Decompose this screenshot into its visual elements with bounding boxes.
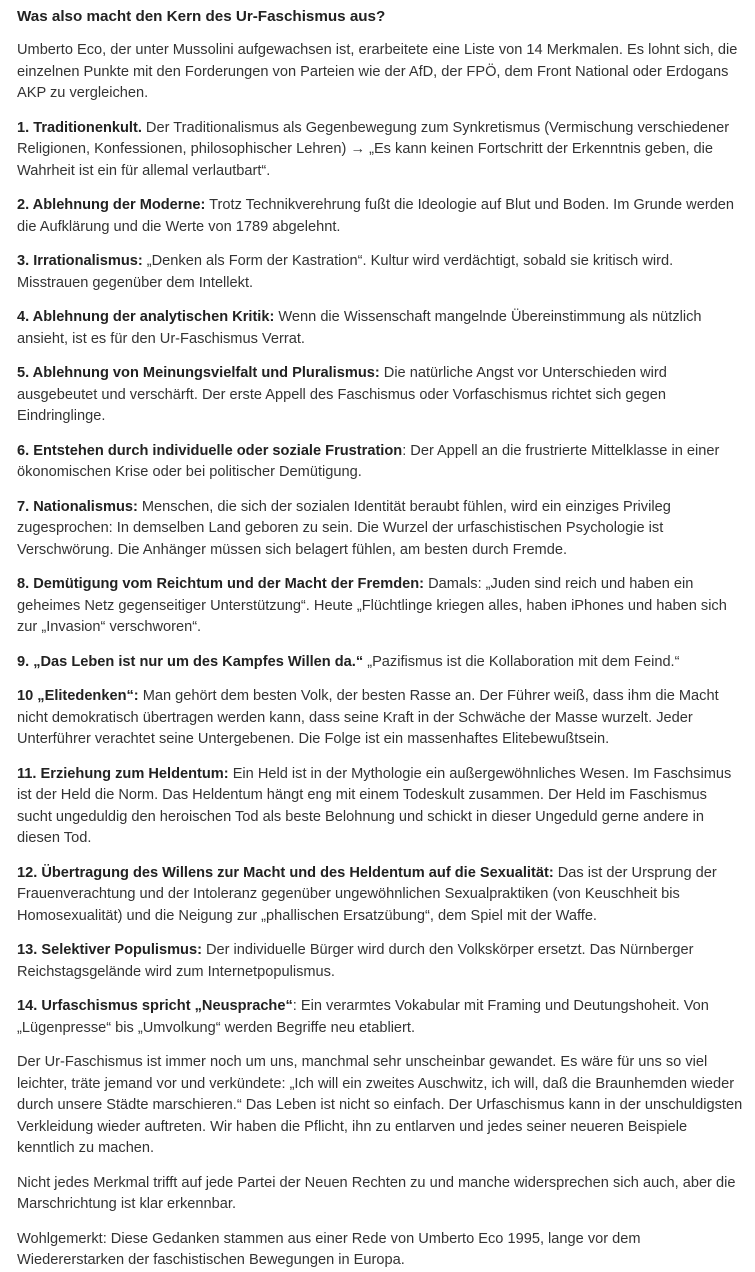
item-text: Trotz Technikverehrung fußt die Ideologie auf Blut und Boden. Im Grunde werden die Aufklärung und die Werte von 1789 abgelehnt. — [17, 197, 735, 235]
item-title: 12. Übertragung des Willens zur Macht und des Heldentum auf die Sexualität: — [17, 864, 554, 881]
list-item — [17, 195, 743, 238]
list-item — [17, 996, 743, 1039]
item-text: Damals: „Juden sind reich und haben ein geheimes Netz gegenseitiger Unterstützung“. Heute „Flüchtlinge kriegen alles, haben iPhones und haben sich zur „Invasion“ verschworen“. — [17, 576, 727, 635]
list-item — [17, 686, 743, 751]
item-title: 10 „Elitedenken“: — [17, 688, 139, 704]
item-title: 5. Ablehnung von Meinungsvielfalt und Pluralismus: — [17, 365, 380, 381]
item-text: : Ein verarmtes Vokabular mit Framing und Deutungshoheit. Von „Lügenpresse“ bis „Umvolkung“ werden Begriffe neu etabliert. — [17, 998, 709, 1036]
article-heading: Was also macht den Kern des Ur-Faschismus aus? — [17, 8, 386, 25]
list-item — [17, 497, 743, 562]
closing-paragraph: Wohlgemerkt: Diese Gedanken stammen aus einer Rede von Umberto Eco 1995, lange vor dem Wiedererstarken der faschistischen Bewegungen in Europa. — [17, 1230, 641, 1268]
item-text: „Pazifismus ist die Kollaboration mit dem Feind.“ — [363, 653, 680, 670]
list-item — [17, 441, 743, 484]
item-text: Menschen, die sich der sozialen Identität beraubt fühlen, wird ein einziges Privileg zugesprochen: In demselben Land geboren zu sein. Die Wurzel der urfaschistischen Psychologie ist Verschwörung. Die Anhänger müssen sich belagert fühlen, am besten durch Fremde. — [17, 498, 671, 558]
item-title: 7. Nationalismus: — [17, 498, 138, 515]
item-text: Wenn die Wissenschaft mangelnde Übereinstimmung als nützlich ansieht, ist es für den Ur-Faschismus Verrat. — [17, 309, 702, 347]
list-item — [17, 363, 743, 428]
list-item — [17, 118, 743, 183]
list-item — [17, 307, 743, 350]
list-item — [17, 764, 743, 850]
item-text: Der individuelle Bürger wird durch den Volkskörper ersetzt. Das Nürnberger Reichstagsgelände wird zum Internetpopulismus. — [17, 942, 694, 980]
item-text: Der Traditionalismus als Gegenbewegung zum Synkretismus (Vermischung verschiedener Religionen, Konfessionen, philosophischer Lehren) → „Es kann keinen Fortschritt der Erkenntnis geben, die Wahrheit ist ein für allemal verlautbart“. — [17, 119, 730, 179]
list-item — [17, 940, 743, 983]
item-title: 6. Entstehen durch individuelle oder soziale Frustration — [17, 442, 403, 459]
item-title: 3. Irrationalismus: — [17, 253, 143, 269]
intro-paragraph: Umberto Eco, der unter Mussolini aufgewachsen ist, erarbeitete eine Liste von 14 Merkmalen. Es lohnt sich, die einzelnen Punkte mit den Forderungen von Parteien wie der AfD, der FPÖ, dem Front National oder Erdogans AKP zu vergleichen. — [17, 42, 738, 101]
closing-paragraph: Der Ur-Faschismus ist immer noch um uns, manchmal sehr unscheinbar gewandet. Es wäre für uns so viel leichter, träte jemand vor und verkündete: „Ich will ein zweites Auschwitz, ich will, daß die Braunhemden wieder durch unsere Städte marschieren.“ Das Leben ist nicht so einfach. Der Urfaschismus kann in der unschuldigsten Verkleidung wieder auftreten. Wir haben die Pflicht, ihn zu entlarven und jedes seiner neueren Beispiele kenntlich zu machen. — [17, 1054, 743, 1156]
item-text: „Denken als Form der Kastration“. Kultur wird verdächtigt, sobald sie kritisch wird. Misstrauen gegenüber dem Intellekt. — [17, 253, 674, 291]
item-text: Das ist der Ursprung der Frauenverachtung und der Intoleranz gegenüber ungewöhnlichen Sexualpraktiken (von Keuschheit bis Homosexualität) und die Neigung zur „phallischen Ersatzübung“, dem Spiel mit der Waffe. — [17, 864, 717, 924]
item-title: 13. Selektiver Populismus: — [17, 942, 202, 958]
list-item — [17, 863, 743, 928]
item-title: 4. Ablehnung der analytischen Kritik: — [17, 309, 275, 325]
item-title: 11. Erziehung zum Heldentum: — [17, 765, 229, 782]
list-item — [17, 574, 743, 639]
item-text: Man gehört dem besten Volk, der besten Rasse an. Der Führer weiß, dass ihm die Macht nicht demokratisch übertragen werden kann, dass seine Kraft in der Schwäche der Masse wurzelt. Jeder Unterführer verachtet seine Untergebenen. Die Folge ist ein massenhaftes Elitebewußtsein. — [17, 688, 719, 747]
list-item — [17, 652, 743, 674]
closing-paragraph: Nicht jedes Merkmal trifft auf jede Partei der Neuen Rechten zu und manche widersprechen sich auch, aber die Marschrichtung ist klar erkennbar. — [17, 1174, 736, 1212]
item-text: : Der Appell an die frustrierte Mittelklasse in einer ökonomischen Krise oder bei politischer Demütigung. — [17, 442, 720, 480]
item-text: Ein Held ist in der Mythologie ein außergewöhnliches Wesen. Im Faschsimus ist der Held die Norm. Das Heldentum hängt eng mit einem Todeskult zusammen. Der Held im Faschismus sucht ungeduldig den heroischen Tod als beste Belohnung und schickt in dieser Ungeduld gerne andere in diesen Tod. — [17, 765, 732, 846]
item-title: 1. Traditionenkult. — [17, 119, 142, 136]
item-title: 9. „Das Leben ist nur um des Kampfes Willen da.“ — [17, 653, 364, 670]
item-title: 2. Ablehnung der Moderne: — [17, 197, 206, 213]
list-item — [17, 251, 743, 294]
item-title: 8. Demütigung vom Reichtum und der Macht der Fremden: — [17, 576, 425, 592]
item-text: Die natürliche Angst vor Unterschieden wird ausgebeutet und verschärft. Der erste Appell des Faschismus oder Vorfaschismus richtet sich gegen Eindringlinge. — [17, 365, 667, 424]
item-title: 14. Urfaschismus spricht „Neusprache“ — [17, 998, 293, 1014]
